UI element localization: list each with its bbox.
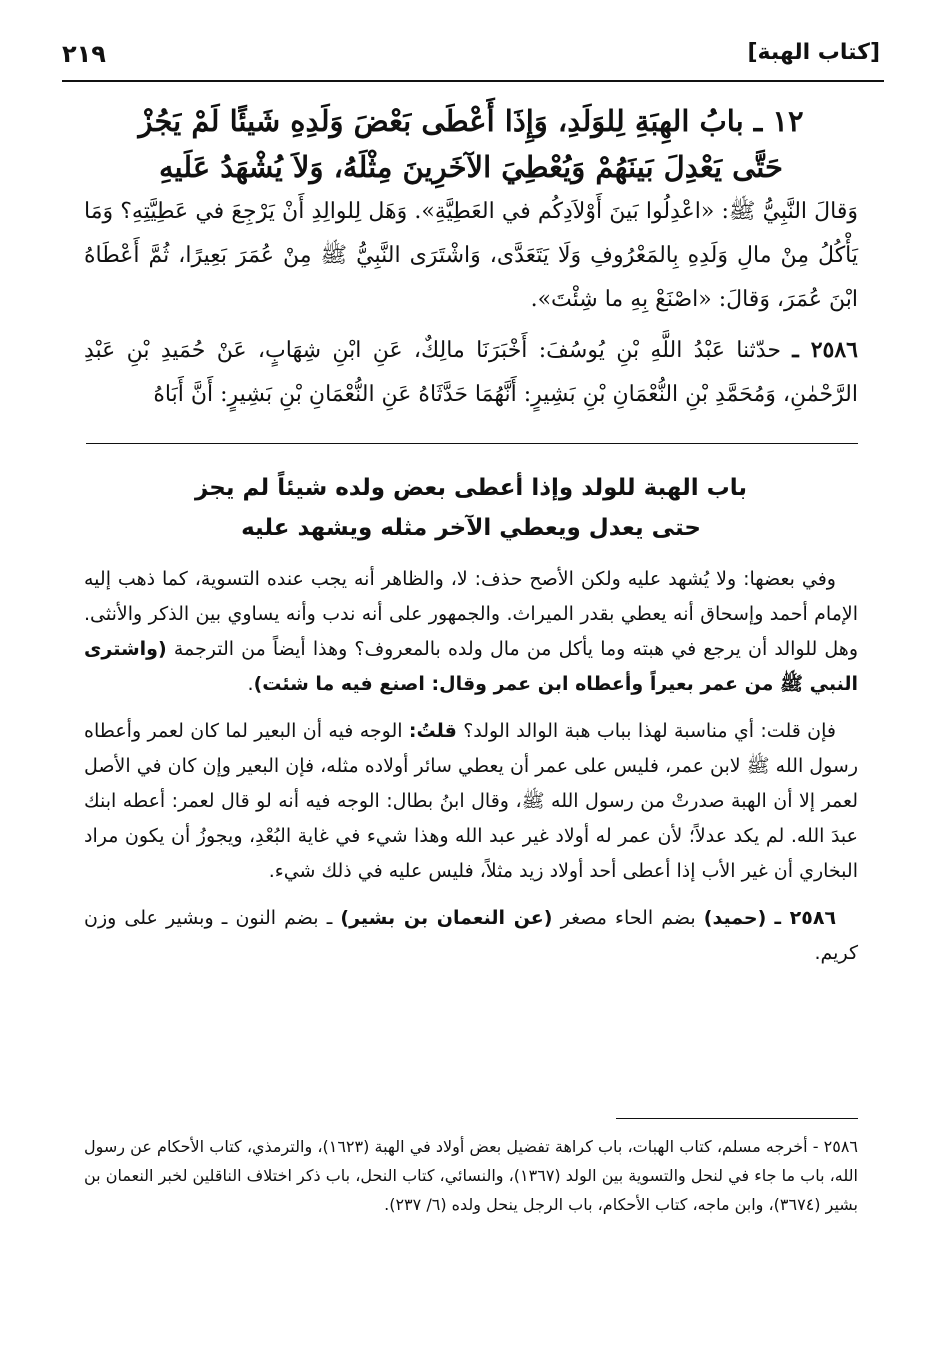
hadith-text xyxy=(84,190,858,423)
footnote xyxy=(84,1132,858,1219)
chapter-title-line-2: حَتَّى يَعْدِلَ بَينَهُمْ وَيُعْطِيَ الآخَرِينَ مِثْلَهُ، وَلاَ يُشْهَدُ عَلَيهِ xyxy=(159,150,783,184)
commentary-paragraph-3 xyxy=(84,901,858,971)
commentary-title-line-1: باب الهبة للولد وإذا أعطى بعض ولده شيئاً لم يجز xyxy=(194,475,747,501)
commentary-title-line-2: حتى يعدل ويعطي الآخر مثله ويشهد عليه xyxy=(241,515,701,541)
para3-term-2: (عن النعمان بن بشير) xyxy=(340,907,553,929)
page-number: ٢١٩ xyxy=(62,40,106,68)
para1-text: وفي بعضها: ولا يُشهد عليه ولكن الأصح حذف: لا، والظاهر أنه يجب عنده التسوية، كما ذهب إليه الإمام أحمد وإسحاق أنه يعطي بقدر الميراث. والجمهور على أنه ندب وأنه يساوي بين الذكر والأنثى. وهل للوالد أن يرجع في هبته وما يأكل من مال ولده بالمعروف؟ وهذا أيضاً من الترجمة xyxy=(84,568,858,660)
chapter-title xyxy=(84,98,858,190)
para1-end: . xyxy=(247,673,254,695)
para3-number: ٢٥٨٦ ـ xyxy=(774,907,837,929)
commentary-body xyxy=(84,562,858,983)
hadith-narration-paragraph xyxy=(84,328,858,417)
commentary-title xyxy=(84,468,858,548)
hadith-intro: وَقالَ النَّبِيُّ ﷺ: «اعْدِلُوا بَينَ أَوْلاَدِكُم في العَطِيَّةِ». وَهَل لِلوالِدِ أَنْ يَرْجِعَ في عَطِيَّتِهِ؟ وَمَا يَأْكُلُ مِنْ مالِ وَلَدِهِ بِالمَعْرُوفِ وَلَا يَتَعَدَّى، وَاشْتَرَى النَّبِيُّ ﷺ مِنْ عُمَرَ بَعِيرًا، ثُمَّ أَعْطَاهُ ابْنَ عُمَرَ، وَقالَ: «اصْنَعْ بِهِ ما شِئْتَ». xyxy=(84,199,858,312)
footnote-divider xyxy=(616,1118,858,1119)
commentary-paragraph-1 xyxy=(84,562,858,702)
para2-answer-label: قلتُ: xyxy=(408,720,457,742)
para2-answer: الوجه فيه أن البعير لما كان لعمر وأعطاه رسول الله ﷺ لابن عمر، فليس على عمر أن يعطي سائر أولاده مثله، فإن البعير وإن كان في الأصل لعمر إلا أن الهبة صدرتْ من رسول الله ﷺ، وقال ابنُ بطال: الوجه فيه أنه لو قال لعمر: أعطه ابنك عبدَ الله. لم يكد عدلاً؛ لأن عمر له أولاد غير عبد الله وهذا شيء في غاية البُعْدِ، ويجوزُ أن يكون مراد البخاري أن غير الأب إذا أعطى أحد أولاد زيد مثلاً، فليس عليه في ذلك شيء. xyxy=(84,720,858,882)
hadith-number: ٢٥٨٦ ـ xyxy=(792,337,858,363)
para3-term-1: (حميد) xyxy=(703,907,767,929)
para3-end: ـ بضم النون ـ وبشير على وزن كريم. xyxy=(84,907,858,964)
chapter-title-line-1: ١٢ ـ بابُ الهِبَةِ لِلوَلَدِ، وَإِذَا أَعْطَى بَعْضَ وَلَدِهِ شَيئًا لَمْ يَجُزْ xyxy=(138,104,804,138)
footnote-text: ٢٥٨٦ - أخرجه مسلم، كتاب الهبات، باب كراهة تفضيل بعض أولاد في الهبة (١٦٢٣)، والترمذي، كتاب الأحكام عن رسول الله، باب ما جاء في لنحل والتسوية بين الولد (١٣٦٧)، والنسائي، كتاب النحل، باب ذكر اختلاف الناقلين لخبر النعمان بن بشير (٣٦٧٤)، وابن ماجه، كتاب الأحكام، باب الرجل ينحل ولده (٦/ ٢٣٧). xyxy=(84,1137,859,1214)
para2-question: فإن قلت: أي مناسبة لهذا بباب هبة الوالد الولد؟ xyxy=(463,720,837,742)
text-commentary-divider xyxy=(86,443,858,444)
header-divider xyxy=(62,80,884,82)
para3-middle: بضم الحاء مصغر xyxy=(560,907,696,929)
running-header-title: [كتاب الهبة] xyxy=(747,40,880,65)
hadith-narration: حدّثنا عَبْدُ اللَّهِ بْنِ يُوسُفَ: أَخْبَرَنَا مالِكٌ، عَنِ ابْنِ شِهَابٍ، عَنْ حُمَيدِ بْنِ عَبْدِ الرَّحْمٰنِ، وَمُحَمَّدِ بْنِ النُّعْمَانِ بْنِ بَشِيرٍ: أَنَّهُمَا حَدَّثَاهُ عَنِ النُّعْمَانِ بْنِ بَشِيرٍ: أَنَّ أَبَاهُ xyxy=(84,338,858,407)
commentary-paragraph-2 xyxy=(84,714,858,889)
para1-quote: (واشترى النبي ﷺ من عمر بعيراً وأعطاه ابن عمر وقال: اصنع فيه ما شئت) xyxy=(84,638,858,695)
